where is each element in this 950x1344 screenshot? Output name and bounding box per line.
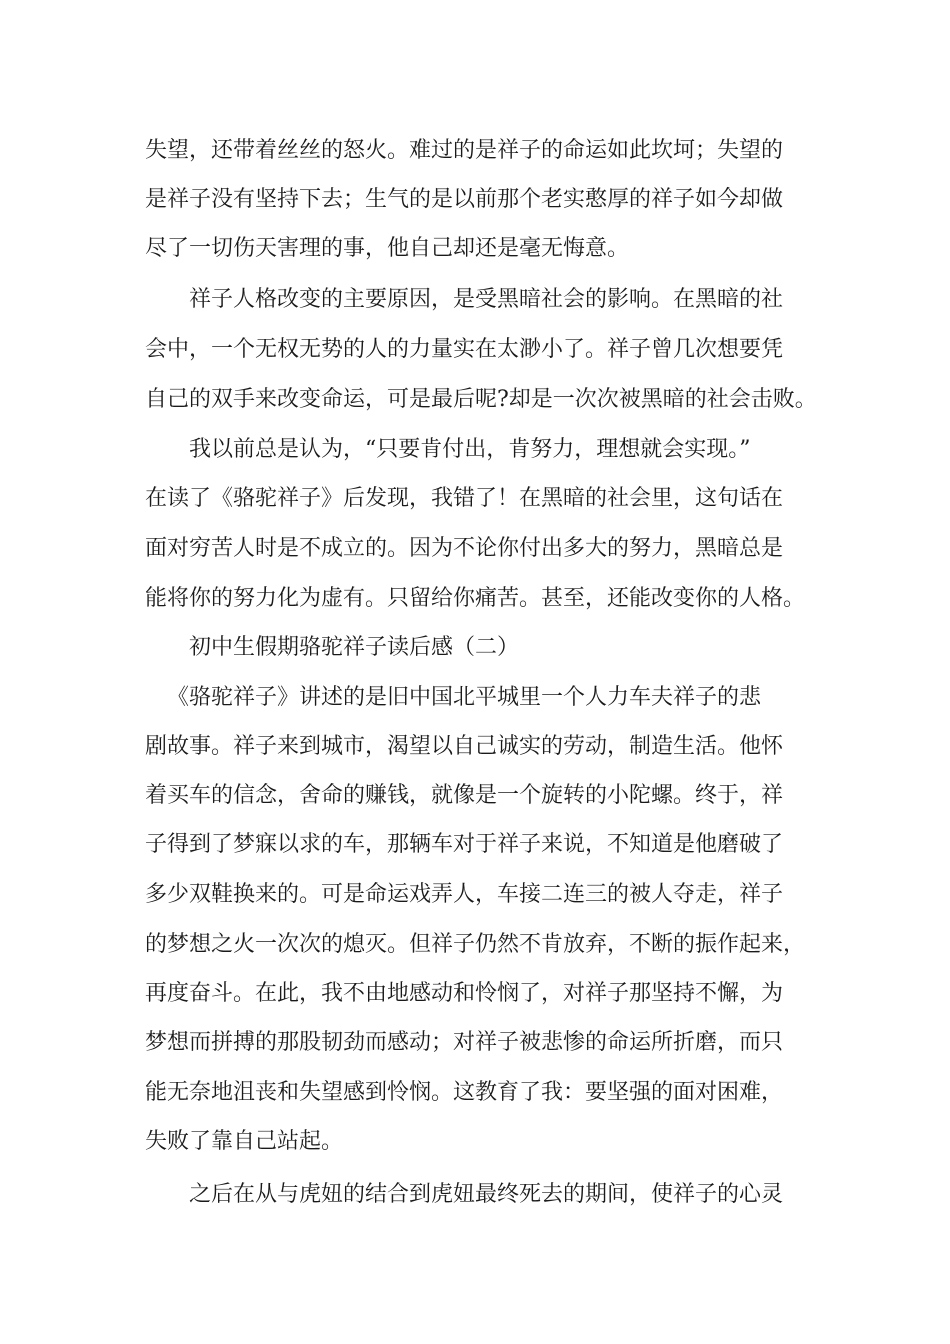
text-line: 再度奋斗。在此，我不由地感动和怜悯了，对祥子那坚持不懈，为 (145, 981, 784, 1006)
text-line: 多少双鞋换来的。可是命运戏弄人，车接二连三的被人夺走，祥子 (145, 882, 784, 907)
text-line: 尽了一切伤天害理的事，他自己却还是毫无悔意。 (145, 236, 630, 261)
text-line: 失败了靠自己站起。 (145, 1129, 344, 1154)
text-line: 剧故事。祥子来到城市，渴望以自己诚实的劳动，制造生活。他怀 (145, 734, 784, 759)
paragraph-start-line: 我以前总是认为，“只要肯付出，肯努力，理想就会实现。” (189, 437, 751, 462)
text-line: 梦想而拼搏的那股韧劲而感动；对祥子被悲惨的命运所折磨，而只 (145, 1030, 784, 1055)
text-line: 失望，还带着丝丝的怒火。难过的是祥子的命运如此坎坷；失望的 (145, 138, 784, 163)
section-heading: 初中生假期骆驼祥子读后感（二） (189, 635, 520, 660)
text-line: 子得到了梦寐以求的车，那辆车对于祥子来说，不知道是他磨破了 (145, 832, 784, 857)
text-line: 会中，一个无权无势的人的力量实在太渺小了。祥子曾几次想要凭 (145, 337, 784, 362)
text-line: 在读了《骆驼祥子》后发现，我错了！在黑暗的社会里，这句话在 (145, 486, 784, 511)
text-line: 的梦想之火一次次的熄灭。但祥子仍然不肯放弃，不断的振作起来， (145, 932, 806, 957)
text-line: 自己的双手来改变命运，可是最后呢?却是一次次被黑暗的社会击败。 (145, 387, 817, 412)
paragraph-start-line: 之后在从与虎妞的结合到虎妞最终死去的期间，使祥子的心灵 (189, 1182, 784, 1207)
text-line: 能无奈地沮丧和失望感到怜悯。这教育了我：要坚强的面对困难， (145, 1080, 784, 1105)
paragraph-start-line: 祥子人格改变的主要原因，是受黑暗社会的影响。在黑暗的社 (189, 287, 784, 312)
text-line: 能将你的努力化为虚有。只留给你痛苦。甚至，还能改变你的人格。 (145, 586, 806, 611)
text-line: 着买车的信念，舍命的赚钱，就像是一个旋转的小陀螺。终于，祥 (145, 783, 784, 808)
paragraph-start-line: 《骆驼祥子》讲述的是旧中国北平城里一个人力车夫祥子的悲 (167, 685, 762, 710)
text-line: 是祥子没有坚持下去；生气的是以前那个老实憨厚的祥子如今却做 (145, 187, 784, 212)
text-line: 面对穷苦人时是不成立的。因为不论你付出多大的努力，黑暗总是 (145, 536, 784, 561)
